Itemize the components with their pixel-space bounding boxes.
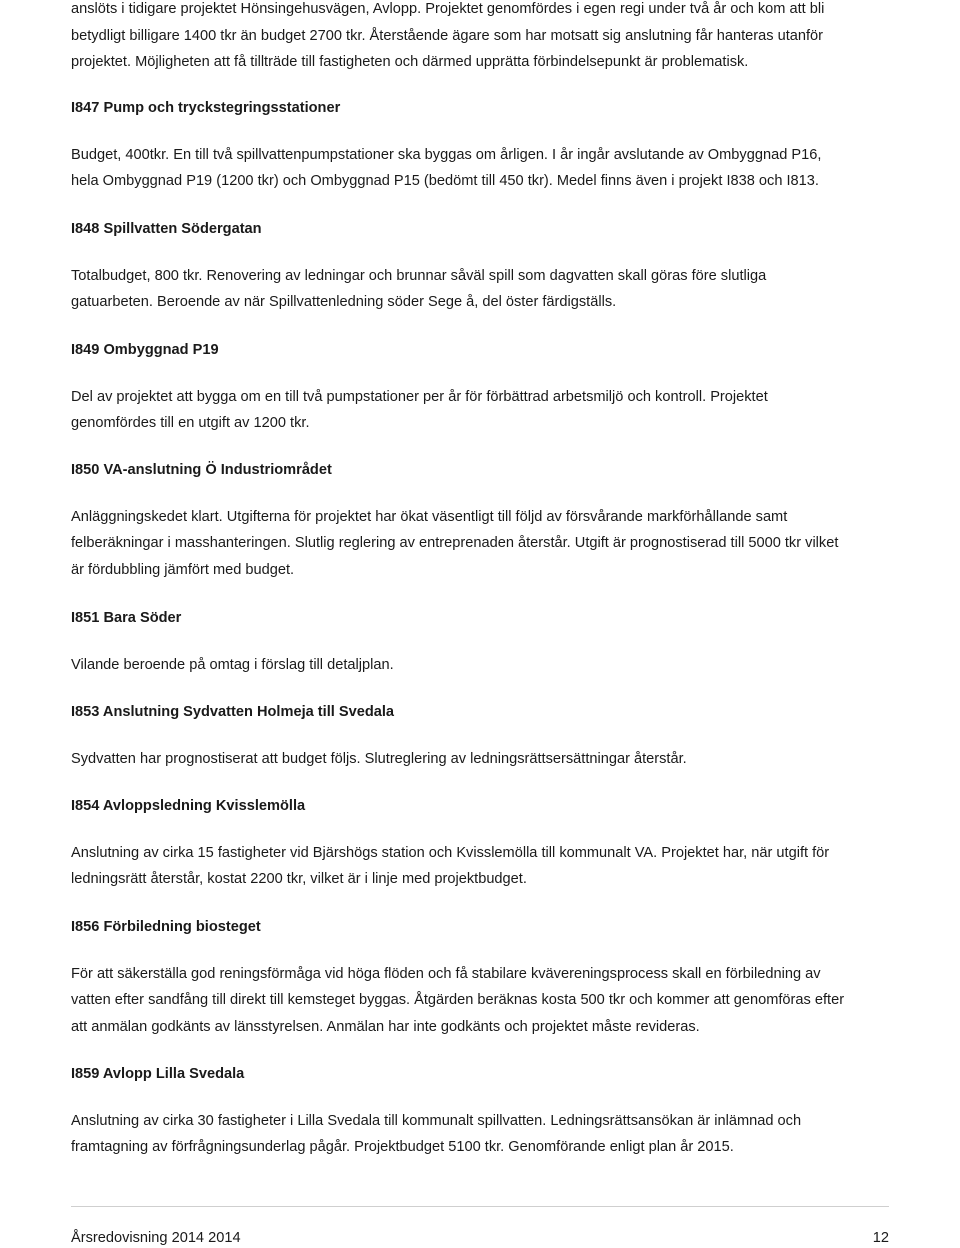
section-heading: I848 Spillvatten Södergatan xyxy=(71,221,262,237)
section-heading: I859 Avlopp Lilla Svedala xyxy=(71,1066,245,1082)
text-line: genomfördes till en utgift av 1200 tkr. xyxy=(71,415,310,431)
section-i851 xyxy=(71,605,901,678)
text-line: Vilande beroende på omtag i förslag till detaljplan. xyxy=(71,656,394,673)
text-line: gatuarbeten. Beroende av när Spillvattenledning söder Sege å, del öster färdigställs. xyxy=(71,294,617,310)
section-heading: I849 Ombyggnad P19 xyxy=(71,342,219,358)
section-i854 xyxy=(71,793,901,893)
text-line: är fördubbling jämfört med budget. xyxy=(71,561,295,578)
text-line: projektet. Möjligheten att få tillträde till fastigheten och därmed upprätta förbindelsepunkt är problematisk. xyxy=(71,54,749,70)
text-line: Sydvatten har prognostiserat att budget följs. Slutreglering av ledningsrättsersättningar återstår. xyxy=(71,750,687,767)
section-heading: I856 Förbiledning biosteget xyxy=(71,919,261,935)
section-i853 xyxy=(71,699,901,772)
text-line: hela Ombyggnad P19 (1200 tkr) och Ombyggnad P15 (bedömt till 450 tkr). Medel finns även i projekt I838 och I813. xyxy=(71,173,819,189)
page-number: 12 xyxy=(872,1230,889,1246)
text-line: anslöts i tidigare projektet Hönsingehusvägen, Avlopp. Projektet genomfördes i egen regi under två år och kom att bli xyxy=(71,1,825,17)
text-line: ledningsrätt återstår, kostat 2200 tkr, vilket är i linje med projektbudget. xyxy=(71,871,527,887)
text-line: framtagning av förfrågningsunderlag pågår. Projektbudget 5100 tkr. Genomförande enligt plan år 2015. xyxy=(71,1139,734,1155)
text-line: betydligt billigare 1400 tkr än budget 2700 tkr. Återstående ägare som har motsatt sig anslutning får hanteras utanför xyxy=(71,27,824,44)
intro-paragraph xyxy=(71,0,901,76)
section-i847 xyxy=(71,95,901,195)
text-line: Anläggningskedet klart. Utgifterna för projektet har ökat väsentligt till följd av försvårande markförhållande samt xyxy=(71,508,788,525)
text-line: Totalbudget, 800 tkr. Renovering av ledningar och brunnar såväl spill som dagvatten skall göras före slutliga xyxy=(71,267,767,284)
text-line: Del av projektet att bygga om en till två pumpstationer per år för förbättrad arbetsmiljö och kontroll. Projektet xyxy=(71,388,768,405)
section-i850 xyxy=(71,457,901,583)
section-i859 xyxy=(71,1061,901,1161)
text-line: Budget, 400tkr. En till två spillvattenpumpstationer ska byggas om årligen. I år ingår avslutande av Ombyggnad P16, xyxy=(71,146,822,163)
text-line: vatten efter sandfång till direkt till kemsteget byggas. Åtgärden beräknas kosta 500 tkr och kommer att genomföras efter xyxy=(71,992,845,1008)
text-line: Anslutning av cirka 15 fastigheter vid Bjärshögs station och Kvisslemölla till kommunalt VA. Projektet har, när utgift för xyxy=(71,844,830,861)
text-line: För att säkerställa god reningsförmåga vid höga flöden och få stabilare kvävereningsprocess skall en förbiledning av xyxy=(71,965,821,982)
text-line: Anslutning av cirka 30 fastigheter i Lilla Svedala till kommunalt spillvatten. Ledningsrättsansökan är inlämnad och xyxy=(71,1112,802,1129)
section-i856 xyxy=(71,914,901,1040)
section-heading: I847 Pump och tryckstegringsstationer xyxy=(71,100,341,116)
text-line: felberäkningar i masshanteringen. Slutlig reglering av entreprenaden återstår. Utgift är prognostiserad till 5000 tkr vilket xyxy=(71,535,839,551)
section-heading: I853 Anslutning Sydvatten Holmeja till Svedala xyxy=(71,704,395,720)
footer-title: Årsredovisning 2014 2014 xyxy=(71,1230,241,1246)
section-i848 xyxy=(71,216,901,316)
text-line: att anmälan godkänts av länsstyrelsen. Anmälan har inte godkänts och projektet måste revideras. xyxy=(71,1018,700,1035)
section-i849 xyxy=(71,337,901,437)
section-heading: I850 VA-anslutning Ö Industriområdet xyxy=(71,462,332,478)
section-heading: I851 Bara Söder xyxy=(71,610,182,626)
footer-divider xyxy=(71,1206,889,1207)
section-heading: I854 Avloppsledning Kvisslemölla xyxy=(71,798,306,814)
